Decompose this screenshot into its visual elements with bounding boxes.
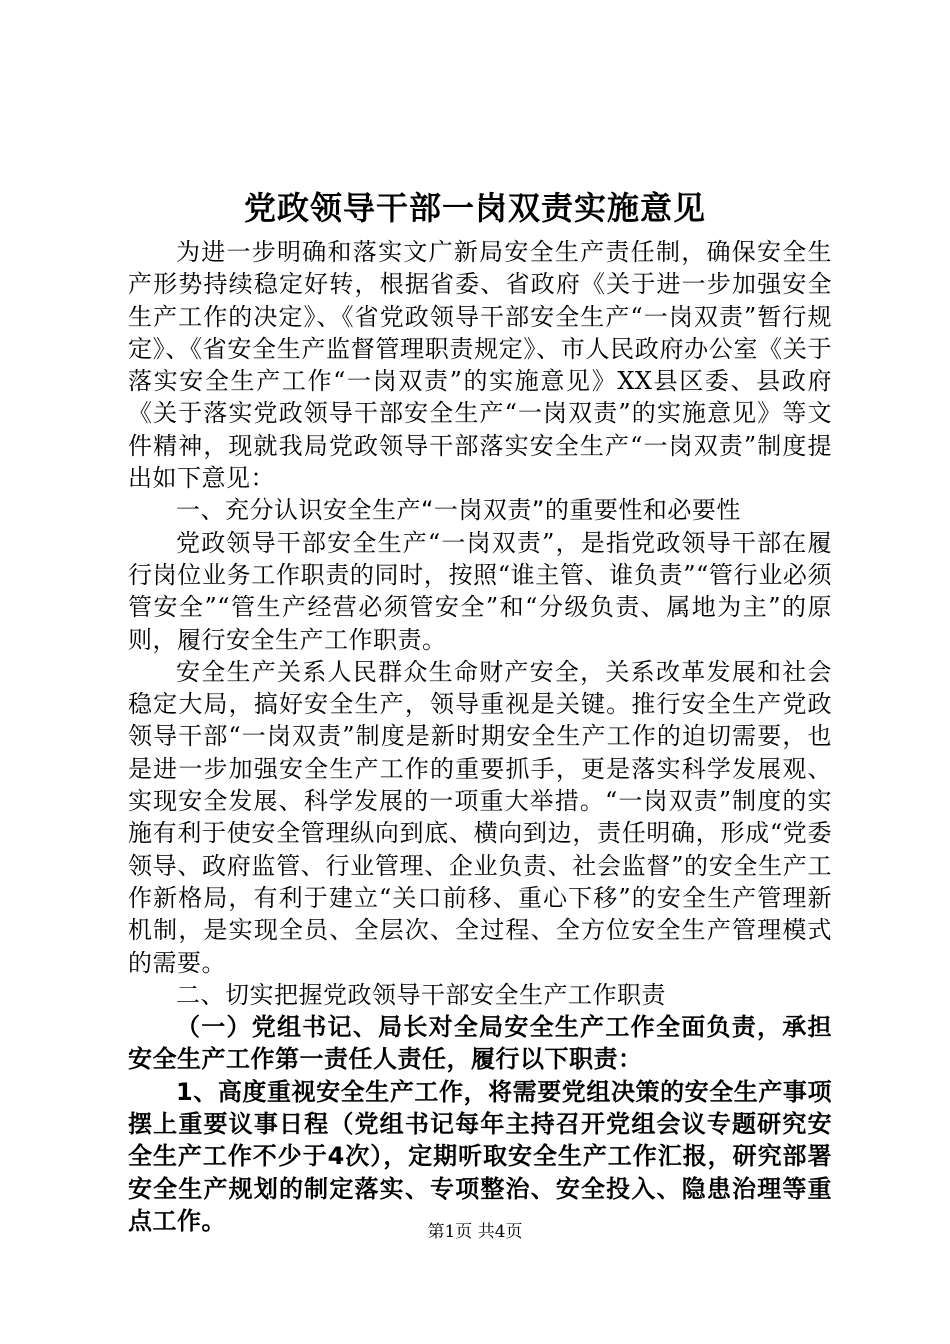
- document-body: [128, 236, 832, 1237]
- page-footer: 第1页 共4页: [427, 1222, 523, 1242]
- intro-paragraph: 为进一步明确和落实文广新局安全生产责任制，确保安全生产形势持续稳定好转，根据省委、省政府《关于进一步加强安全生产工作的决定》、《省党政领导干部安全生产“一岗双责”暂行规定》、《省安全生产监督管理职责规定》、市人民政府办公室《关于落实安全生产工作“一岗双责”的实施意见》XX县区委、县政府《关于落实党政领导干部安全生产“一岗双责”的实施意见》等文件精神，现就我局党政领导干部落实安全生产“一岗双责”制度提出如下意见：: [128, 238, 832, 493]
- section-heading-2: 二、切实把握党政领导干部安全生产工作职责: [176, 980, 666, 1009]
- section-heading-1: 一、充分认识安全生产“一岗双责”的重要性和必要性: [176, 496, 741, 525]
- subsection-heading-1: （一）党组书记、局长对全局安全生产工作全面负责，承担安全生产工作第一责任人责任，履行以下职责：: [128, 1013, 832, 1074]
- document-title: 党政领导干部一岗双责实施意见: [243, 189, 706, 227]
- duty-item-1: 1、高度重视安全生产工作，将需要党组决策的安全生产事项摆上重要议事日程（党组书记每年主持召开党组会议专题研究安全生产工作不少于4次），定期听取安全生产工作汇报，研究部署安全生产规划的制定落实、专项整治、安全投入、隐患治理等重点工作。: [128, 1077, 832, 1235]
- section-1-paragraph-2: 安全生产关系人民群众生命财产安全，关系改革发展和社会稳定大局，搞好安全生产，领导重视是关键。推行安全生产党政领导干部“一岗双责”制度是新时期安全生产工作的迫切需要，也是进一步加强安全生产工作的重要抓手，更是落实科学发展观、实现安全发展、科学发展的一项重大举措。“一岗双责”制度的实施有利于使安全管理纵向到底、横向到边，责任明确，形成“党委领导、政府监管、行业管理、企业负责、社会监督”的安全生产工作新格局，有利于建立“关口前移、重心下移”的安全生产管理新机制，是实现全员、全层次、全过程、全方位安全生产管理模式的需要。: [128, 657, 832, 977]
- section-1-paragraph-1: 党政领导干部安全生产“一岗双责”，是指党政领导干部在履行岗位业务工作职责的同时，按照“谁主管、谁负责”“管行业必须管安全”“管生产经营必须管安全”和“分级负责、属地为主”的原则，履行安全生产工作职责。: [128, 528, 832, 654]
